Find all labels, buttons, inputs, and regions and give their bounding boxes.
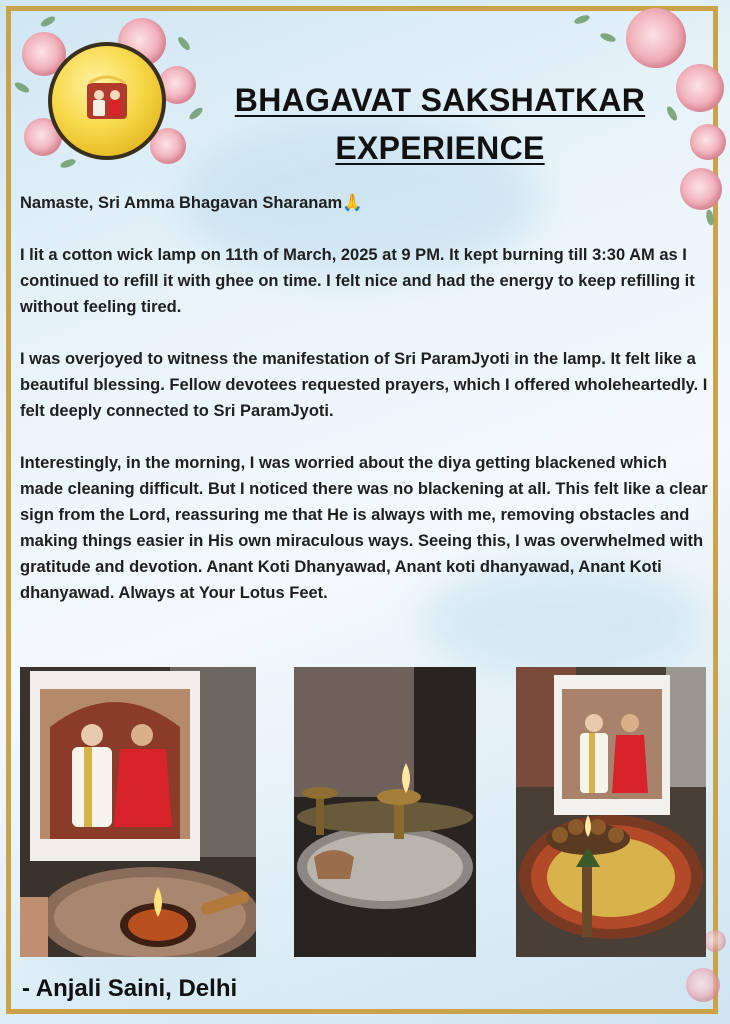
paragraph-1: I lit a cotton wick lamp on 11th of March, 2025 at 9 PM. It kept burning till 3:30 AM as I continued to refill it with ghee on time. I felt nice and had the energy to keep refilling it without feeling tired. bbox=[20, 246, 695, 316]
signature: - Anjali Saini, Delhi bbox=[22, 975, 238, 1002]
title-line-2: EXPERIENCE bbox=[335, 130, 545, 166]
page-title bbox=[190, 76, 690, 172]
testimony-body bbox=[20, 190, 710, 632]
paragraph-3: Interestingly, in the morning, I was worried about the diya getting blackened which made cleaning difficult. But I noticed there was no blackening at all. This felt like a clear sign from the Lord, reassuring me that He is always with me, removing obstacles and making things easier in His own miraculous ways. Seeing this, I was overwhelmed with gratitude and devotion. Anant Koti Dhanyawad, Anant koti dhanyawad, Anant Koti dhanyawad. Always at Your Lotus Feet. bbox=[20, 454, 708, 602]
logo-emblem bbox=[48, 42, 166, 160]
paragraph-2: I was overjoyed to witness the manifestation of Sri ParamJyoti in the lamp. It felt like a beautiful blessing. Fellow devotees requested prayers, which I offered wholeheartedly. I felt deeply connected to Sri ParamJyoti. bbox=[20, 350, 708, 420]
photo-lamp-on-plate bbox=[294, 667, 476, 957]
title-line-1: BHAGAVAT SAKSHATKAR bbox=[234, 82, 646, 118]
photo-multi-wick-lamp bbox=[516, 667, 706, 957]
photo-deity-with-lamp bbox=[20, 667, 256, 957]
deity-emblem-icon bbox=[77, 71, 137, 131]
greeting: Namaste, Sri Amma Bhagavan Sharanam🙏 bbox=[20, 194, 363, 212]
